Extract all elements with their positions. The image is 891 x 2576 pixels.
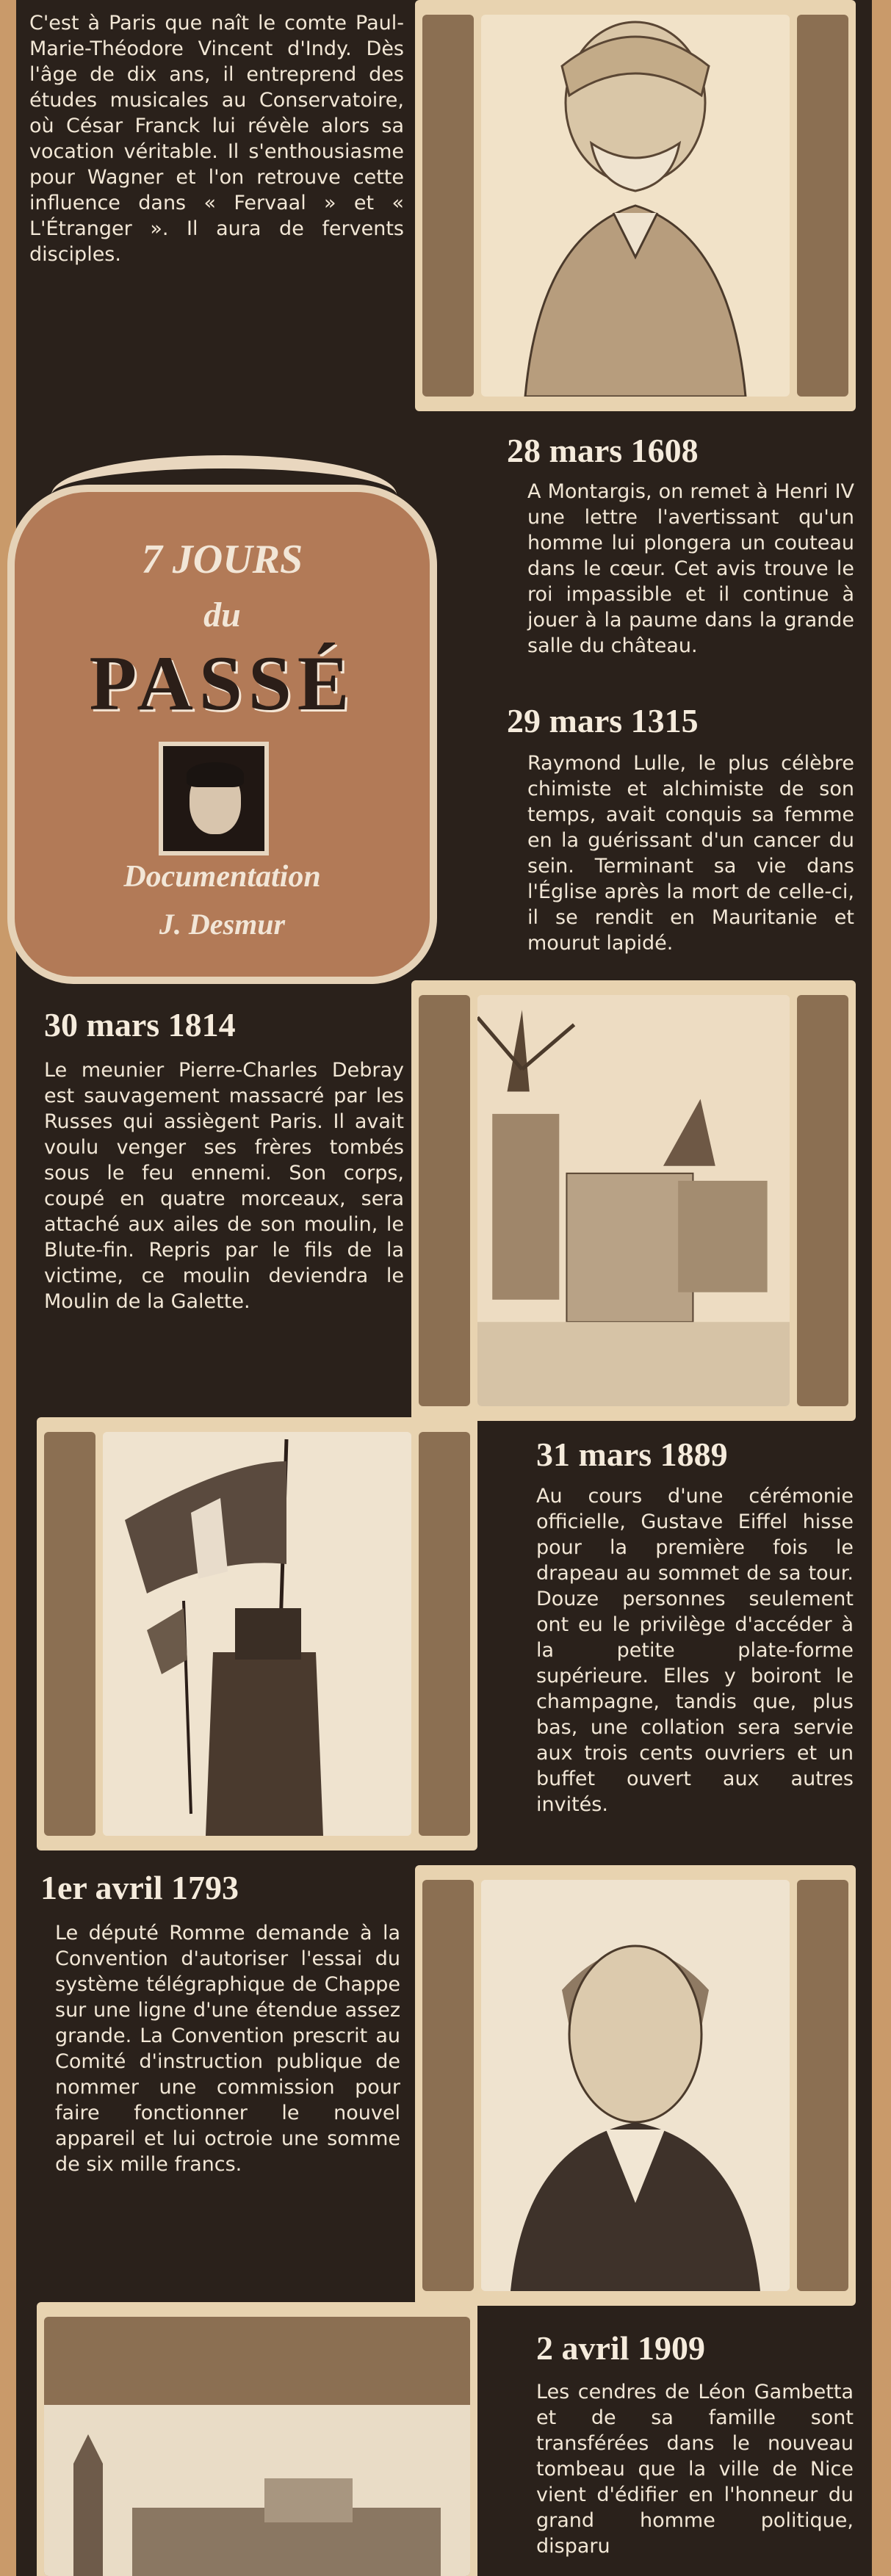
intro-text: C'est à Paris que naît le comte Paul-Marie-Théodore Vincent d'Indy. Dès l'âge de dix ans, il entreprend des études musicales au Conservatoire, où César Franck lui révèle alors sa vocation véritable. Il s'enthousiasme pour Wagner et l'on retrouve cette influence dans « Fervaal » et « L'Étranger ». Il aura de fervents disciples. (29, 12, 404, 266)
entry-text: Les cendres de Léon Gambetta et de sa famille sont transférées dans le nouveau tombeau que la ville de Nice vient d'édifier en l'honneur du grand homme politique, disparu (536, 2381, 854, 2558)
entry-text: Le député Romme demande à la Convention d'autoriser l'essai du système télégraphique de Chappe sur une ligne d'une étendue assez grande. La Convention prescrit au Comité d'instruction publique de nommer une commission pour faire fonctionner le nouvel appareil et lui octroie une somme de six mille francs. (55, 1922, 400, 2176)
portrait-dindy-image (415, 0, 856, 411)
moulin-galette-image (411, 980, 856, 1421)
logo-line-documentation: Documentation (123, 860, 321, 894)
tour-eiffel-drapeau-image (37, 1417, 477, 1850)
logo-line-author: J. Desmur (159, 908, 286, 941)
entry-date: 31 mars 1889 (536, 1436, 728, 1473)
entry-text: Le meunier Pierre-Charles Debray est sauvagement massacré par les Russes qui assiègent Paris. Il avait voulu venger ses frères tombés sous le feu ennemi. Son corps, coupé en quatre morceaux, sera attaché aux ailes de son moulin, le Blute-fin. Repris par le fils de la victime, ce moulin deviendra le Moulin de la Galette. (44, 1059, 404, 1313)
entry-text: Au cours d'une cérémonie officielle, Gustave Eiffel hisse pour la première fois le drapeau au sommet de sa tour. Douze personnes seulement ont eu le privilège d'accéder à la petite plate-forme supérieure. Elles y boiront le champagne, tandis que, plus bas, une collation sera servie aux trois cents ouvriers et un buffet ouvert aux autres invités. (536, 1485, 854, 1816)
entry-date: 29 mars 1315 (507, 702, 699, 739)
author-photo (159, 742, 269, 855)
portrait-chappe-image (415, 1865, 856, 2306)
entry-date: 2 avril 1909 (536, 2329, 705, 2367)
logo-line-jours: 7 JOURS (141, 537, 303, 582)
nice-monument-image (37, 2302, 477, 2576)
entry-text: Raymond Lulle, le plus célèbre chimiste et alchimiste de son temps, avait conquis sa femme en la guérissant d'un cancer du sein. Terminant sa vie dans l'Église après la mort de celle-ci, il se rendit en Mauritanie et mourut lapidé. (527, 752, 854, 955)
sept-jours-du-passe-logo (7, 455, 437, 984)
logo-line-passe: PASSÉ (89, 640, 356, 726)
entry-date: 28 mars 1608 (507, 432, 699, 469)
logo-line-du: du (203, 596, 241, 634)
entry-text: A Montargis, on remet à Henri IV une lettre l'avertissant qu'un homme lui plongera un couteau dans le cœur. Cet avis trouve le roi impassible et il continue à jouer à la paume dans la grande salle du château. (527, 480, 854, 657)
entry-date: 30 mars 1814 (44, 1006, 236, 1043)
entry-date: 1er avril 1793 (40, 1869, 239, 1906)
